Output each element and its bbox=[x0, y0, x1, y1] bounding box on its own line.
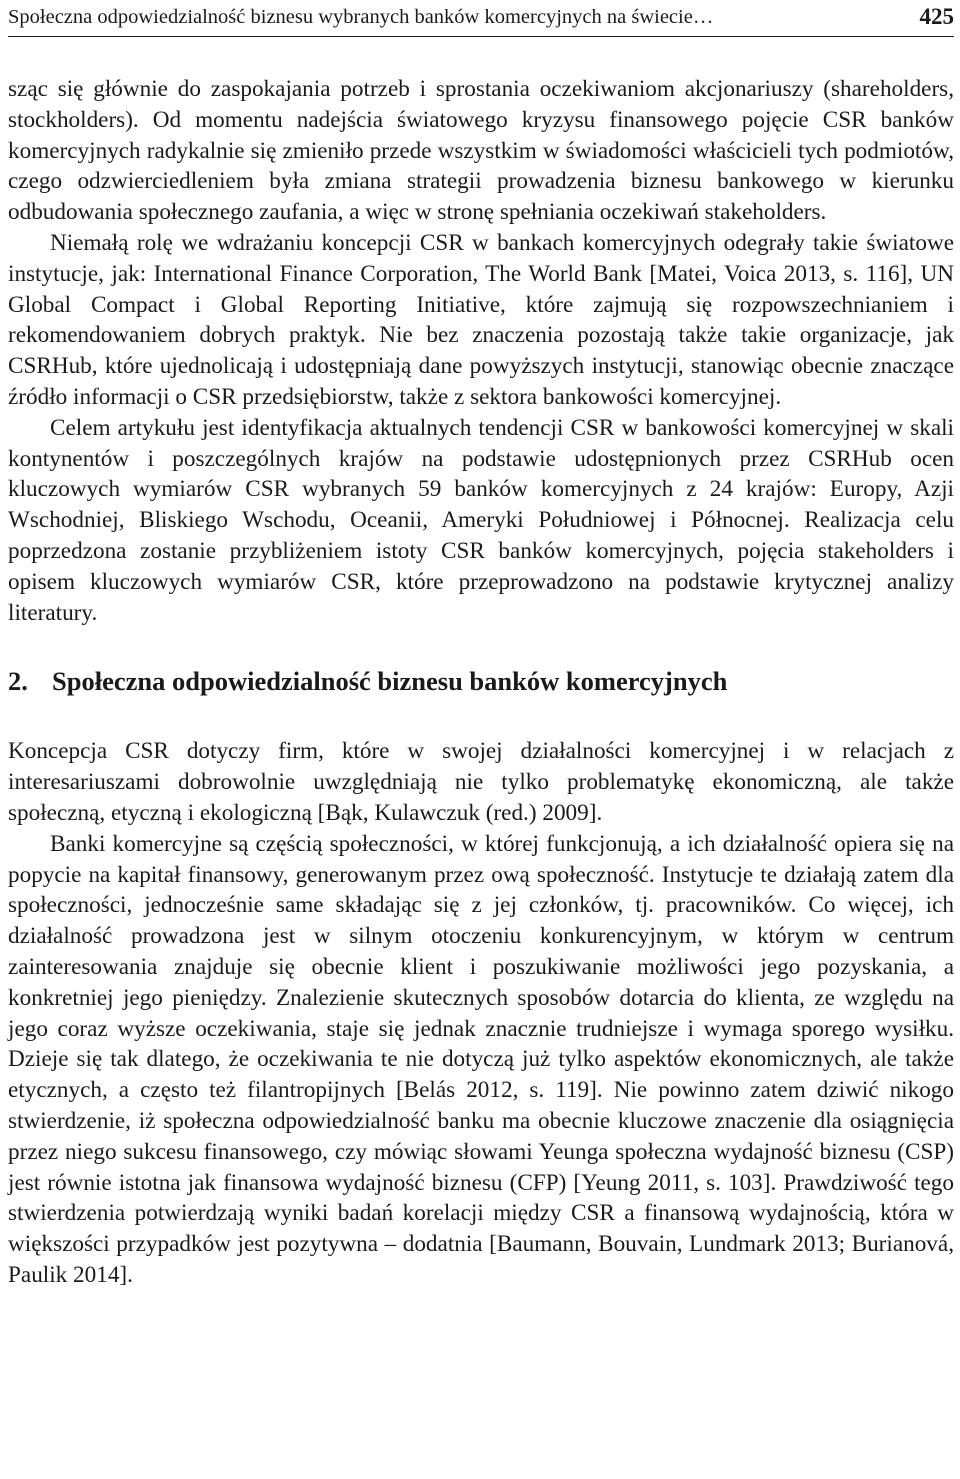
section-number: 2. bbox=[8, 666, 28, 697]
paragraph-institutions: Niemałą rolę we wdrażaniu koncepcji CSR w bankach komercyjnych odegrały takie światowe instytucje, jak: International Finance Corporation, The World Bank [Matei, Voica 2013, s. 116], UN Global Compact i Global Reporting Initiative, które zajmują się rozpowszechnianiem i rekomendowaniem dobrych praktyk. Nie bez znaczenia pozostają także takie organizacje, jak CSRHub, które ujednolicają i udostępniają dane powyższych instytucji, stanowiąc obecnie znaczące źródło informacji o CSR przedsiębiorstw, także z sektora bankowości komercyjnej. bbox=[8, 229, 954, 410]
section-heading bbox=[8, 664, 954, 698]
paragraph-article-aim: Celem artykułu jest identyfikacja aktualnych tendencji CSR w bankowości komercyjnej w skali kontynentów i poszczególnych krajów na podstawie udostępnionych przez CSRHub ocen kluczowych wymiarów CSR wybranych 59 banków komercyjnych z 24 krajów: Europy, Azji Wschodniej, Bliskiego Wschodu, Oceanii, Ameryki Południowej i Północnej. Realizacja celu poprzedzona zostanie przybliżeniem istoty CSR banków komercyjnych, pojęcia stakeholders i opisem kluczowych wymiarów CSR, które przeprowadzono na podstawie krytycznej analizy literatury. bbox=[8, 414, 954, 626]
paragraph-csr-concept: Koncepcja CSR dotyczy firm, które w swojej działalności komercyjnej i w relacjach z interesariuszami dobrowolnie uwzględniają nie tylko problematykę ekonomiczną, ale także społeczną, etyczną i ekologiczną [Bąk, Kulawczuk (red.) 2009]. bbox=[8, 738, 954, 826]
paragraph-commercial-banks: Banki komercyjne są częścią społeczności, w której funkcjonują, a ich działalność opiera się na popycie na kapitał finansowy, generowanym przez ową społeczność. Instytucje te działają zatem dla społeczności, jednocześnie same składając się z jej członków, tj. pracowników. Co więcej, ich działalność prowadzona jest w silnym otoczeniu konkurencyjnym, w którym w centrum zainteresowania znajduje się obecnie klient i poszukiwanie możliwości jego pozyskania, a konkretniej jego pieniędzy. Znalezienie skutecznych sposobów dotarcia do klienta, ze względu na jego coraz wyższe oczekiwania, staje się jednak znacznie trudniejsze i wymaga sporego wysiłku. Dzieje się tak dlatego, że oczekiwania te nie dotyczą już tylko aspektów ekonomicznych, ale także etycznych, a często też filantropijnych [Belás 2012, s. 119]. Nie powinno zatem dziwić nikogo stwierdzenie, iż społeczna odpowiedzialność banku ma obecnie kluczowe znaczenie dla osiągnięcia przez niego sukcesu finansowego, czy mówiąc słowami Yeunga społeczna wydajność biznesu (CSP) jest równie istotna jak finansowa wydajność biznesu (CFP) [Yeung 2011, s. 103]. Prawdziwość tego stwierdzenia potwierdzają wyniki badań korelacji między CSR a finansową wydajnością, która w większości przypadków jest pozytywna – dodatnia [Baumann, Bouvain, Lundmark 2013; Burianová, Paulik 2014]. bbox=[8, 830, 954, 1288]
paragraph-continuation: sząc się głównie do zaspokajania potrzeb i sprostania oczekiwaniom akcjonariuszy (shareholders, stockholders). Od momentu nadejścia światowego kryzysu finansowego pojęcie CSR banków komercyjnych radykalnie się zmieniło przede wszystkim w świadomości właścicieli tych podmiotów, czego odzwierciedleniem była zmiana strategii prowadzenia biznesu bankowego w kierunku odbudowania społecznego zaufania, a więc w stronę spełniania oczekiwań stakeholders. bbox=[8, 76, 954, 226]
section-title: Społeczna odpowiedzialność biznesu banków komercyjnych bbox=[52, 666, 728, 697]
running-header bbox=[8, 0, 954, 37]
body-text bbox=[8, 74, 954, 1291]
page-number: 425 bbox=[919, 4, 954, 29]
document-page bbox=[8, 0, 954, 1291]
running-title: Społeczna odpowiedzialność biznesu wybranych banków komercyjnych na świecie… bbox=[8, 6, 714, 28]
